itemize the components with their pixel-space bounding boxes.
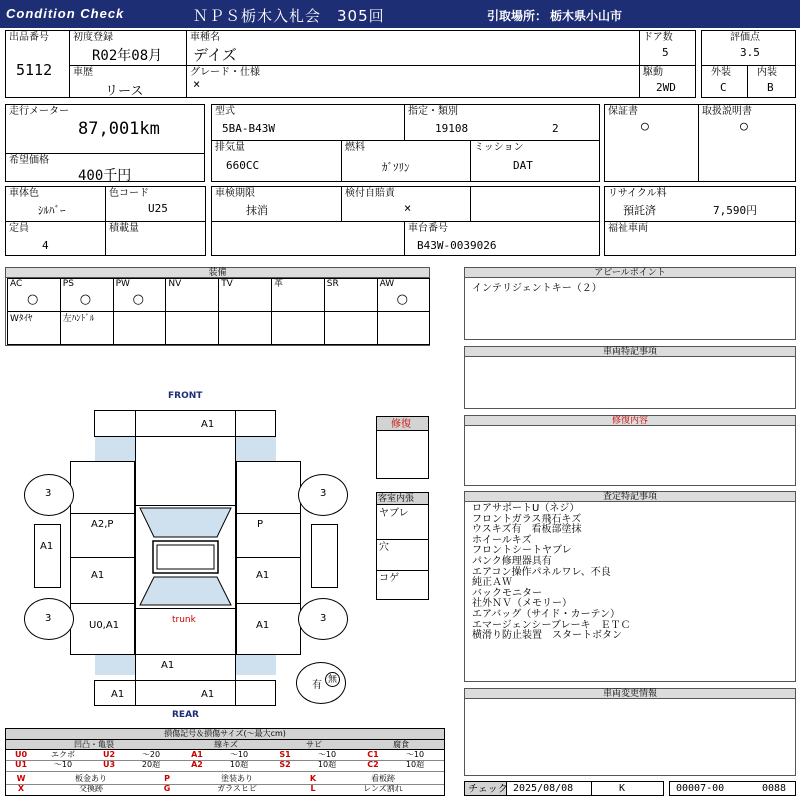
warranty-box	[604, 104, 699, 182]
tire-rr-mark: 3	[320, 613, 327, 624]
warranty-label: 保証書	[608, 106, 638, 117]
category: 2	[552, 122, 559, 135]
recycle-fee: 7,590円	[713, 204, 758, 217]
change-info-panel	[464, 688, 796, 776]
rear-label: REAR	[172, 710, 199, 720]
mileage: 87,001km	[78, 119, 160, 139]
equipment-item-0	[7, 278, 61, 312]
displacement-box	[211, 140, 342, 182]
lot-no-box	[5, 30, 70, 98]
repair-box	[376, 416, 429, 479]
rear-bumper-mid	[135, 680, 236, 706]
inspection-note-line: 純正ＡＷ	[472, 577, 512, 589]
check-num: 00007-00	[676, 783, 725, 794]
interior-label: 内装	[757, 67, 777, 78]
model-name: デイズ	[193, 46, 237, 64]
doors-box	[639, 30, 696, 66]
legend-code: U0	[14, 750, 28, 759]
drive-label: 駆動	[643, 67, 663, 78]
inspection-label: 車検期限	[215, 188, 255, 199]
legend-code: S1	[279, 750, 291, 759]
doors-label: ドア数	[643, 32, 673, 43]
legend-desc: 10超	[229, 760, 249, 769]
legend-desc: 〜10	[229, 750, 249, 759]
check-num-box	[669, 781, 796, 796]
inspection-note-line: 社外ＮＶ（メモリー）	[472, 598, 572, 610]
inspection-note-line: バックモニター	[472, 587, 542, 599]
header-pickup-value: 栃木県小山市	[550, 9, 623, 23]
legend-code: A1	[191, 750, 203, 759]
exterior-box	[701, 65, 748, 98]
mark-hood: A1	[201, 419, 215, 430]
inspection-note-line: パンク修理器具有	[472, 555, 552, 567]
score-label: 評価点	[730, 32, 760, 43]
color-code-label: 色コード	[109, 188, 149, 199]
inspection-note-line: 横滑り防止装置 スタートボタン	[472, 630, 622, 642]
legend-code: C1	[367, 750, 379, 759]
mark-rr-door: A1	[256, 620, 270, 631]
liability-box	[341, 186, 471, 222]
equipment-label: AC	[10, 279, 23, 289]
legend-group-scratch: 線キズ	[214, 740, 238, 749]
header-left-title: Condition Check	[6, 6, 125, 21]
lot-no: 5112	[16, 61, 53, 79]
equipment-extra-5	[271, 311, 325, 345]
legend-code: W	[16, 774, 26, 783]
left-side-panel	[34, 524, 61, 588]
legend-group-corrosion: 腐食	[393, 740, 409, 749]
legend-code: L	[310, 784, 316, 793]
equipment-extra-label: Wﾀｲﾔ	[10, 314, 33, 324]
color: ｼﾙﾊﾞｰ	[38, 204, 66, 217]
capacity: 4	[42, 239, 49, 252]
windshield-svg	[135, 505, 236, 609]
appeal-title: アピールポイント	[465, 268, 795, 278]
manual: ○	[740, 119, 748, 134]
legend-desc: 〜20	[141, 750, 161, 759]
chassis: B43W-0039026	[417, 239, 497, 252]
exterior-label: 外装	[711, 67, 731, 78]
color-box	[5, 186, 106, 222]
trunk-label: trunk	[172, 615, 196, 625]
exterior: C	[720, 81, 727, 94]
mileage-box	[5, 104, 205, 154]
equipment-label: PW	[115, 279, 130, 289]
change-info-title: 車両変更情報	[465, 689, 795, 699]
interior: B	[767, 81, 774, 94]
first-reg: R02年08月	[92, 48, 163, 64]
legend-desc: 交換跡	[79, 784, 103, 793]
manual-box	[698, 104, 796, 182]
displacement-label: 排気量	[215, 142, 245, 153]
grade-box	[186, 65, 640, 98]
mark-rear-bumper-l: A1	[111, 689, 125, 700]
legend-code: U2	[102, 750, 116, 759]
legend-desc: 10超	[405, 760, 425, 769]
inspection-note-line: エマージェンシーブレーキ ＥＴＣ	[472, 619, 631, 631]
equipment-item-2	[113, 278, 167, 312]
score: 3.5	[740, 46, 760, 59]
fuel: ｶﾞｿﾘﾝ	[382, 161, 410, 174]
hood	[135, 436, 236, 506]
equipment-extra-label: 左ﾊﾝﾄﾞﾙ	[62, 314, 95, 324]
legend-group-rust: サビ	[306, 740, 322, 749]
transmission-label: ミッション	[474, 142, 524, 153]
spare-label: 有	[312, 680, 322, 691]
history: リース	[105, 84, 144, 99]
blank-box	[470, 186, 600, 222]
recycle-box	[604, 186, 796, 222]
score-box	[701, 30, 796, 66]
legend-code: A2	[191, 760, 203, 769]
chassis-box	[404, 221, 600, 256]
equipment-item-5	[271, 278, 325, 312]
legend-desc: ガラスヒビ	[217, 784, 257, 793]
mark-fr-door: P	[257, 519, 264, 530]
check-date-box	[506, 781, 592, 796]
equipment-mark: ○	[27, 292, 39, 307]
load-label: 積載量	[109, 223, 139, 234]
type-label: 型式	[215, 106, 235, 117]
welfare-box	[604, 221, 796, 256]
legend-desc: レンズ割れ	[363, 784, 403, 793]
header-bar	[0, 0, 800, 28]
interior-row-hole: 穴	[379, 542, 389, 553]
equipment-item-4	[218, 278, 272, 312]
check-code-box	[591, 781, 664, 796]
grade: ×	[193, 77, 201, 91]
legend-code: S2	[279, 760, 291, 769]
mileage-label: 走行メーター	[9, 106, 69, 117]
interior-box	[747, 65, 796, 98]
color-code-box	[105, 186, 206, 222]
fuel-label: 燃料	[345, 142, 365, 153]
equipment-label: AW	[379, 279, 395, 289]
special-panel	[464, 346, 796, 409]
model-name-box	[186, 30, 640, 66]
mark-left-side: A1	[40, 541, 54, 552]
drive: 2WD	[656, 81, 676, 94]
inspection-notes-panel	[464, 491, 796, 682]
manual-label: 取扱説明書	[702, 106, 752, 117]
repair-title: 修復	[391, 419, 411, 430]
legend-desc: 20超	[141, 760, 161, 769]
front-label: FRONT	[168, 391, 203, 401]
appeal-text: インテリジェントキー（２）	[472, 283, 602, 294]
interior-trim-box	[376, 492, 429, 600]
hope-price: 400千円	[78, 168, 132, 184]
transmission: DAT	[513, 159, 533, 172]
chassis-left-box	[211, 221, 405, 256]
grade-label: グレード・仕様	[190, 67, 260, 78]
inspection-notes-list	[472, 504, 630, 642]
equipment-label: NV	[168, 279, 182, 289]
inspection-note-line: ウスキズ有 看板部塗抹	[472, 524, 582, 536]
equipment-item-7	[377, 278, 431, 312]
tire-fr-mark: 3	[320, 488, 327, 499]
equipment-label: PS	[62, 279, 74, 289]
tire-rl-mark: 3	[45, 613, 52, 624]
legend-code: C2	[367, 760, 379, 769]
check-code: K	[619, 783, 626, 794]
inspection-note-line: ロアサポートU（ネジ）	[472, 503, 580, 514]
legend-title: 損傷記号＆損傷サイズ(〜最大cm)	[164, 729, 286, 738]
interior-trim-title: 客室内張	[378, 494, 415, 504]
equipment-title: 装備	[6, 268, 429, 278]
history-box	[69, 65, 187, 98]
inspection-note-line: エアバッグ（サイド・カーテン）	[472, 608, 620, 620]
mark-fl-door: A2,P	[91, 519, 114, 530]
inspection: 抹消	[246, 204, 268, 217]
fuel-box	[341, 140, 471, 182]
equipment-label: SR	[326, 279, 339, 289]
transmission-box	[470, 140, 600, 182]
type: 5BA-B43W	[222, 122, 275, 135]
load-box	[105, 221, 206, 256]
equipment-extra-2	[113, 311, 167, 345]
header-pickup-label: 引取場所：	[487, 9, 548, 23]
check-date: 2025/08/08	[513, 783, 574, 794]
legend-desc: 〜10	[53, 760, 73, 769]
inspection-note-line: フロントガラス飛石キズ	[472, 513, 582, 525]
legend-desc: エクボ	[51, 750, 75, 759]
designation-box	[404, 104, 600, 141]
legend-code: K	[309, 774, 317, 783]
equipment-extra-3	[165, 311, 219, 345]
first-reg-label: 初度登録	[73, 32, 113, 43]
appeal-panel	[464, 267, 796, 340]
capacity-label: 定員	[9, 223, 29, 234]
type-box	[211, 104, 405, 141]
legend-code: U3	[102, 760, 116, 769]
inspection-note-line: ホイールキズ	[472, 534, 532, 546]
legend-desc: 塗装あり	[221, 774, 253, 783]
spare-mark: 無	[325, 672, 340, 687]
damage-legend	[5, 728, 445, 796]
legend-desc: 看板跡	[371, 774, 395, 783]
equipment-extra-7	[377, 311, 431, 345]
interior-row-tear: ヤブレ	[379, 508, 409, 519]
color-code: U25	[148, 202, 168, 215]
legend-code: X	[17, 784, 25, 793]
hope-price-label: 希望価格	[9, 155, 49, 166]
special-title: 車両特記事項	[465, 347, 795, 357]
check-last: 0088	[762, 783, 787, 794]
equipment-panel	[5, 267, 430, 346]
equipment-item-1	[60, 278, 114, 312]
legend-code: G	[163, 784, 171, 793]
right-side-panel	[311, 524, 338, 588]
history-label: 車歴	[73, 67, 93, 78]
liability-label: 検付自賠責	[345, 188, 395, 199]
drive-box	[639, 65, 696, 98]
designation: 19108	[435, 122, 469, 135]
mark-fl-lower: A1	[91, 570, 105, 581]
legend-desc: 〜10	[317, 750, 337, 759]
equipment-extra-1	[60, 311, 114, 345]
legend-desc: 10超	[317, 760, 337, 769]
repair-content-title: 修復内容	[465, 416, 795, 426]
inspection-note-line: エアコン操作パネルワレ、不良	[472, 566, 611, 578]
doors: 5	[662, 46, 669, 59]
equipment-item-6	[324, 278, 378, 312]
equipment-mark: ○	[396, 292, 408, 307]
legend-code: P	[164, 774, 170, 783]
front-left-fender	[70, 461, 135, 514]
check-label-box	[464, 781, 507, 796]
model-name-label: 車種名	[190, 32, 220, 43]
mark-fr-lower: A1	[256, 570, 270, 581]
equipment-item-3	[165, 278, 219, 312]
liability: ×	[404, 201, 412, 215]
chassis-label: 車台番号	[408, 223, 448, 234]
color-label: 車体色	[9, 188, 39, 199]
welfare-label: 福祉車両	[608, 223, 648, 234]
equipment-mark: ○	[79, 292, 92, 307]
interior-row-burn: コゲ	[379, 573, 399, 584]
equipment-extra-4	[218, 311, 272, 345]
legend-desc: 板金あり	[75, 774, 107, 783]
rear-panel	[135, 654, 236, 681]
header-auction: ＮＰＳ栃木入札会 305回	[193, 7, 385, 25]
warranty: ○	[641, 119, 649, 134]
mark-rear-mid: A1	[161, 660, 175, 671]
legend-code: U1	[14, 760, 28, 769]
equipment-extra-0	[7, 311, 61, 345]
inspection-box	[211, 186, 342, 222]
hope-price-box	[5, 153, 205, 182]
mark-rl-door: U0,A1	[89, 620, 120, 631]
legend-desc: 〜10	[405, 750, 425, 759]
car-diagram	[0, 388, 370, 718]
recycle-status: 預託済	[623, 204, 656, 217]
legend-group-dent: 凹凸・亀裂	[74, 740, 114, 749]
lot-no-label: 出品番号	[9, 32, 49, 43]
front-bumper-center	[135, 410, 236, 437]
first-reg-box	[69, 30, 187, 66]
equipment-label: 革	[274, 279, 284, 289]
recycle-label: リサイクル料	[608, 188, 667, 199]
tire-fl-mark: 3	[45, 488, 52, 499]
designation-label: 指定・類別	[408, 106, 458, 117]
equipment-extra-6	[324, 311, 378, 345]
inspection-note-line: フロントシートヤブレ	[472, 545, 572, 557]
repair-content-panel	[464, 415, 796, 486]
capacity-box	[5, 221, 106, 256]
displacement: 660CC	[226, 159, 260, 172]
check-label: チェック	[468, 784, 508, 795]
mark-rear-bumper-r: A1	[201, 689, 215, 700]
equipment-label: TV	[221, 279, 233, 289]
front-right-fender	[236, 461, 301, 514]
front-right-door	[236, 513, 301, 558]
equipment-mark: ○	[132, 292, 144, 307]
inspection-notes-title: 査定特記事項	[465, 492, 795, 502]
